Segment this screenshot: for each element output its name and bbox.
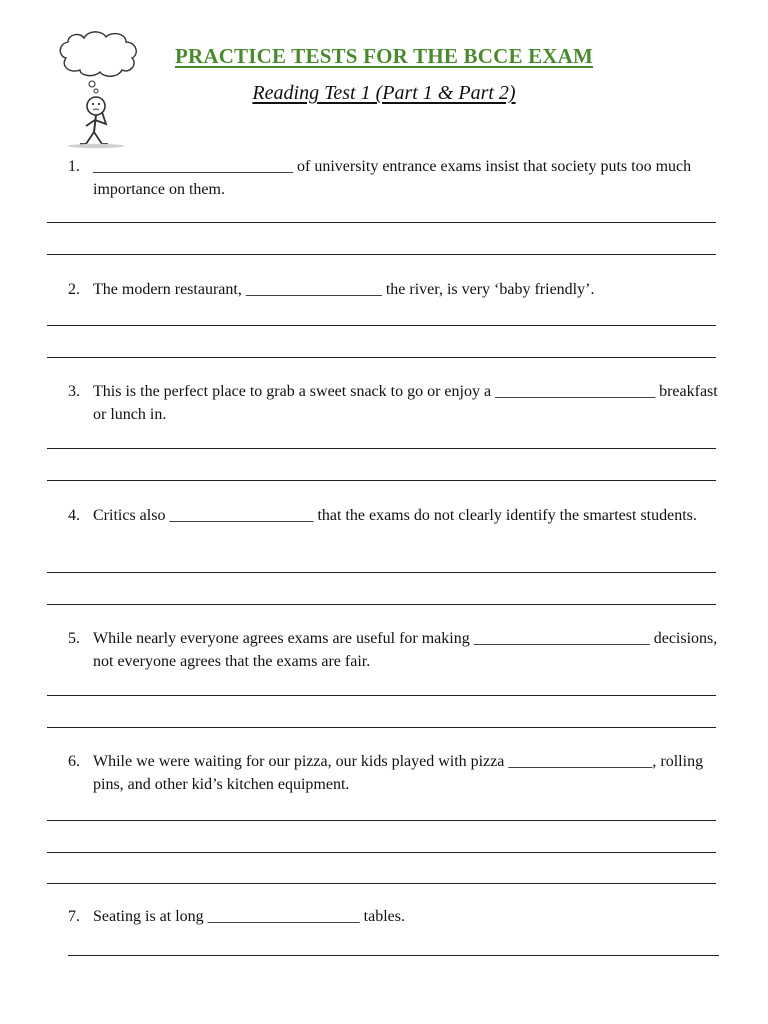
page-subtitle: Reading Test 1 (Part 1 & Part 2)	[252, 82, 516, 104]
question-text: This is the perfect place to grab a sweet snack to go or enjoy a ____________________ breakfast or lunch in.	[93, 383, 718, 423]
question-1	[68, 155, 728, 201]
answer-line[interactable]	[47, 883, 716, 884]
answer-line[interactable]	[47, 695, 716, 696]
answer-line[interactable]	[47, 222, 716, 223]
answer-line[interactable]	[47, 357, 716, 358]
answer-line[interactable]	[47, 604, 716, 605]
question-3	[68, 380, 728, 426]
answer-line[interactable]	[47, 254, 716, 255]
question-text: While we were waiting for our pizza, our kids played with pizza __________________, rolling pins, and other kid’s kitchen equipment.	[93, 753, 704, 793]
answer-line[interactable]	[47, 572, 716, 573]
answer-line[interactable]	[68, 955, 719, 956]
question-number: 7.	[68, 908, 80, 925]
answer-line[interactable]	[47, 727, 716, 728]
subheader	[156, 82, 612, 105]
question-4	[68, 504, 728, 527]
answer-line[interactable]	[47, 480, 716, 481]
question-text: Critics also __________________ that the exams do not clearly identify the smartest students.	[93, 507, 697, 524]
question-number: 4.	[68, 507, 80, 524]
question-text: Seating is at long ___________________ tables.	[93, 908, 405, 925]
question-6	[68, 750, 728, 796]
answer-line[interactable]	[47, 325, 716, 326]
header	[156, 44, 612, 69]
thinking-stick-figure-icon	[52, 28, 152, 150]
question-text: While nearly everyone agrees exams are useful for making ______________________ decisions, not everyone agrees that the exams are fair.	[93, 630, 718, 670]
question-number: 1.	[68, 158, 80, 175]
answer-line[interactable]	[47, 820, 716, 821]
answer-line[interactable]	[47, 448, 716, 449]
page-title: PRACTICE TESTS FOR THE BCCE EXAM	[174, 44, 594, 68]
question-2	[68, 278, 728, 301]
question-7	[68, 905, 728, 928]
question-number: 6.	[68, 753, 80, 770]
question-text: The modern restaurant, _________________ the river, is very ‘baby friendly’.	[93, 281, 595, 298]
question-number: 2.	[68, 281, 80, 298]
question-5	[68, 627, 728, 673]
question-number: 5.	[68, 630, 80, 647]
answer-line[interactable]	[47, 852, 716, 853]
question-text: _________________________ of university entrance exams insist that society puts too much importance on them.	[93, 158, 692, 198]
question-number: 3.	[68, 383, 80, 400]
